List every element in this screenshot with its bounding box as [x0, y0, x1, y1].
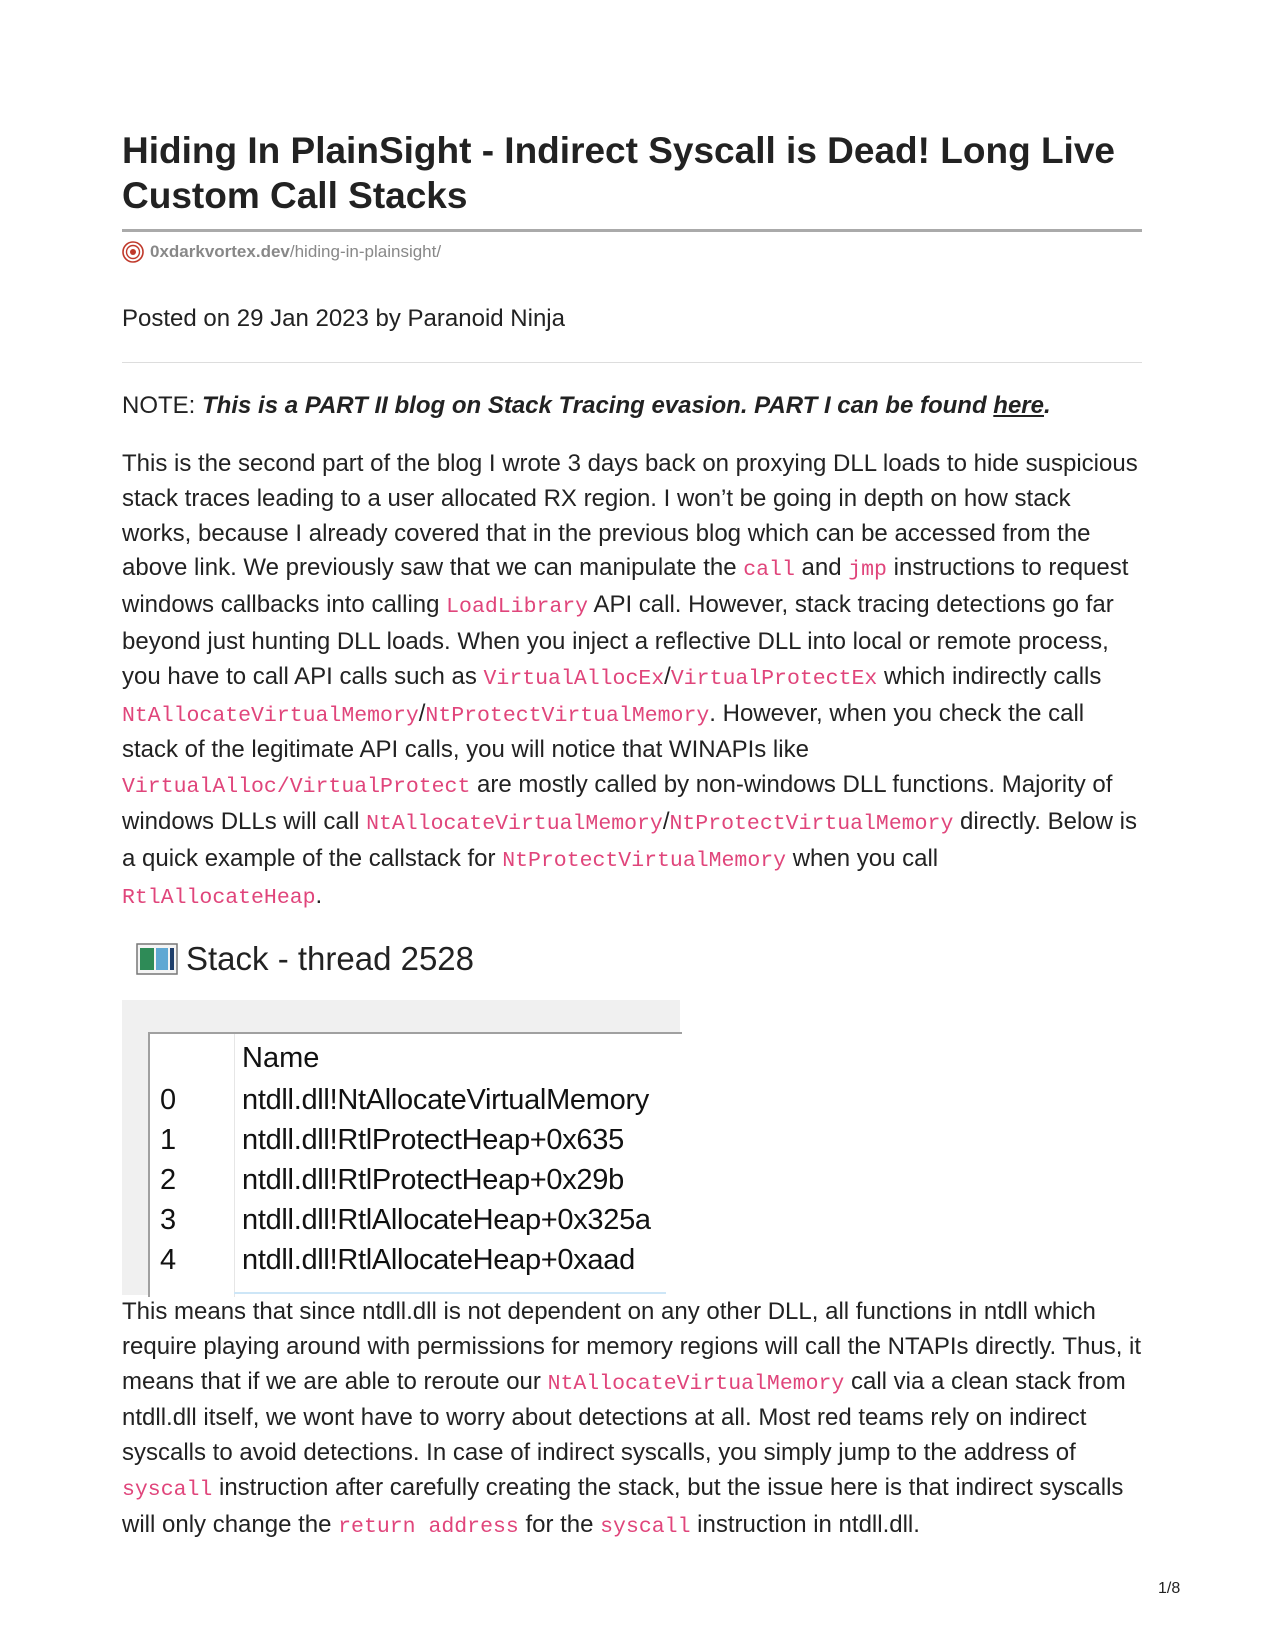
part-one-link[interactable]: here: [993, 392, 1044, 419]
stack-row-name: ntdll.dll!RtlProtectHeap+0x29b: [242, 1164, 624, 1196]
note-prefix: NOTE:: [122, 392, 203, 419]
p1-code: VirtualProtectEx: [670, 666, 878, 691]
note-line: [122, 392, 1051, 420]
note-emphasis: This is a PART II blog on Stack Tracing evasion. PART I can be found: [202, 392, 994, 419]
p2-code: syscall: [122, 1477, 213, 1502]
p1-code: NtAllocateVirtualMemory: [366, 811, 663, 836]
stack-row-name: ntdll.dll!RtlAllocateHeap+0xaad: [242, 1244, 635, 1276]
p1-text: instructions to request windows callbacks into calling: [122, 554, 1129, 619]
stack-row-name: ntdll.dll!RtlProtectHeap+0x635: [242, 1124, 624, 1156]
page-number: 1/8: [1158, 1580, 1181, 1597]
stack-row[interactable]: [150, 1084, 682, 1126]
p1-code: RtlAllocateHeap: [122, 885, 316, 910]
p2-code: NtAllocateVirtualMemory: [547, 1371, 845, 1396]
p1-text: This is the second part of the blog I wrote 3 days back on proxying DLL loads to hide suspicious stack traces leading to a user allocated RX region. I won’t be going in depth on how stack works, because I already covered that in the previous blog which can be accessed from the above link. We previously saw that we can manipulate the: [122, 450, 1138, 582]
paragraph-intro: [122, 447, 1142, 915]
p1-text: when you call: [786, 844, 939, 872]
stack-panel: [122, 1000, 680, 1295]
source-path[interactable]: /hiding-in-plainsight/: [289, 242, 442, 261]
p2-text: for the: [518, 1510, 601, 1538]
p1-code: NtAllocateVirtualMemory: [122, 703, 419, 728]
p2-code: return address: [338, 1514, 519, 1539]
p1-code: NtProtectVirtualMemory: [502, 848, 787, 873]
stack-row-index: 1: [160, 1124, 177, 1156]
stack-row-name: ntdll.dll!NtAllocateVirtualMemory: [242, 1084, 650, 1116]
stack-title-text: Stack - thread 2528: [186, 940, 475, 977]
name-column-header[interactable]: Name: [242, 1042, 320, 1074]
p1-text: directly. Below is a quick example of the callstack for: [122, 807, 1137, 872]
stack-row-index: 2: [160, 1164, 177, 1196]
p2-code: syscall: [600, 1514, 691, 1539]
p2-text: call via a clean stack from ntdll.dll itself, we wont have to worry about detections at all. Most red teams rely on indirect syscalls to avoid detections. In case of indirect syscalls, you simply jump to the address of: [122, 1367, 1126, 1467]
p1-text: /: [664, 662, 671, 690]
stack-row-index: 3: [160, 1204, 177, 1236]
title-divider: [122, 229, 1142, 232]
p1-text: /: [418, 699, 426, 727]
stack-row[interactable]: [150, 1204, 682, 1246]
stack-row[interactable]: [150, 1244, 682, 1286]
window-app-icon: [136, 942, 178, 976]
p1-code: NtProtectVirtualMemory: [669, 811, 954, 836]
row-highlight-line: [234, 1292, 666, 1294]
posted-byline: Posted on 29 Jan 2023 by Paranoid Ninja: [122, 305, 565, 332]
stack-row-name: ntdll.dll!RtlAllocateHeap+0x325a: [242, 1204, 651, 1236]
stack-window-title: [136, 940, 474, 978]
p1-text: and: [794, 554, 849, 582]
p2-text: instruction after carefully creating the stack, but the issue here is that indirect syscalls will only change the: [122, 1473, 1124, 1538]
stack-row[interactable]: [150, 1124, 682, 1166]
p1-code: VirtualAllocEx: [483, 666, 665, 691]
source-link[interactable]: [122, 240, 441, 264]
p2-text: instruction in ntdll.dll.: [690, 1510, 920, 1538]
paragraph-ntdll: [122, 1295, 1142, 1545]
p1-code: LoadLibrary: [446, 595, 589, 620]
p1-text: API call. However, stack tracing detections go far beyond just hunting DLL loads. When you inject a reflective DLL into local or remote process, you have to call API calls such as: [122, 591, 1114, 690]
p2-text: This means that since ntdll.dll is not dependent on any other DLL, all functions in ntdll which require playing around with permissions for memory regions will call the NTAPIs directly. Thus, it means that if we are able to reroute our: [122, 1298, 1142, 1395]
p1-text: /: [662, 807, 670, 835]
stack-row[interactable]: [150, 1164, 682, 1206]
article-title: Hiding In PlainSight - Indirect Syscall is Dead! Long Live Custom Call Stacks: [122, 130, 1115, 216]
p1-text: which indirectly calls: [877, 662, 1102, 690]
stack-row-index: 4: [160, 1244, 177, 1276]
stack-table: [148, 1032, 682, 1297]
p1-text: . However, when you check the call stack of the legitimate API calls, you will notice that WINAPIs like: [122, 699, 1085, 764]
stack-row-index: 0: [160, 1084, 177, 1116]
p1-code: NtProtectVirtualMemory: [425, 703, 710, 728]
p1-text: .: [315, 881, 323, 909]
p1-text: are mostly called by non-windows DLL functions. Majority of windows DLLs will call: [122, 771, 1113, 835]
p1-code: VirtualAlloc/VirtualProtect: [122, 775, 471, 800]
p1-code: jmp: [848, 558, 887, 583]
source-domain[interactable]: 0xdarkvortex.dev: [150, 242, 290, 261]
p1-code: call: [743, 558, 795, 583]
site-logo-icon: [122, 241, 144, 263]
note-end: .: [1043, 392, 1051, 419]
byline-divider: [122, 362, 1142, 363]
